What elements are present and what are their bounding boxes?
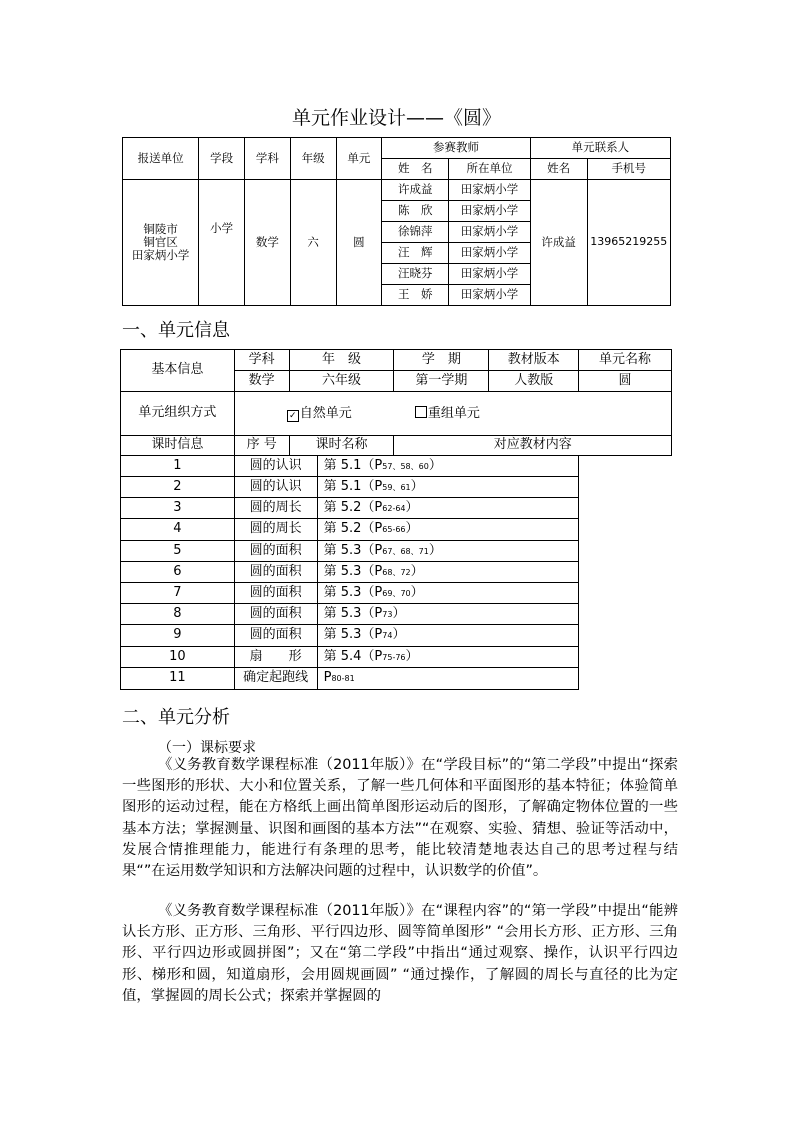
header-teacher-name: 姓 名 [382, 159, 449, 180]
lesson-name: 圆的周长 [234, 498, 317, 519]
lesson-pages: 75-76 [382, 652, 406, 662]
lesson-row [121, 647, 672, 668]
lesson-rows [121, 456, 672, 690]
lesson-row [121, 604, 672, 625]
lesson-content-close: ） [392, 605, 406, 621]
unit-header: 学 期 [394, 350, 489, 371]
header-teachers: 参赛教师 [382, 138, 530, 159]
unit-value: 数学 [234, 371, 289, 392]
lesson-no: 7 [121, 583, 235, 604]
lesson-content-close: ） [410, 478, 424, 494]
option-label: 重组单元 [427, 405, 480, 421]
teacher-name: 许成益 [382, 180, 449, 201]
lesson-row [121, 477, 672, 498]
lesson-row [121, 625, 672, 647]
lesson-pages: 65-66 [382, 525, 406, 535]
lesson-content [317, 498, 579, 519]
lesson-content-close: ） [405, 499, 419, 515]
unit-info-table [120, 349, 672, 690]
teacher-name: 陈 欣 [382, 201, 449, 222]
checkbox-empty-icon [415, 406, 427, 418]
header-contact-phone: 手机号 [587, 159, 670, 180]
lesson-name: 圆的认识 [234, 456, 317, 477]
lesson-pages: 69、70 [382, 588, 411, 598]
lesson-pages: 67、68、71 [382, 546, 429, 556]
subject-value: 数学 [245, 180, 291, 306]
lesson-no: 8 [121, 604, 235, 625]
grade-value: 六 [290, 180, 336, 306]
lesson-content-text: 第 5.3（P [323, 563, 383, 579]
teacher-school: 田家炳小学 [449, 201, 530, 222]
lesson-name: 圆的认识 [234, 477, 317, 498]
contact-phone-value: 13965219255 [587, 180, 670, 306]
lesson-row [121, 668, 672, 690]
lesson-no: 10 [121, 647, 235, 668]
lesson-content-text: 第 5.3（P [323, 584, 383, 600]
lesson-no: 3 [121, 498, 235, 519]
unit-header: 年 级 [289, 350, 394, 371]
lesson-name: 扇 形 [234, 647, 317, 668]
paragraph: 《义务教育数学课程标准（2011年版）》在“学段目标”的“第二学段”中提出“探索一些图形的形状、大小和位置关系，了解一些几何体和平面图形的基本特征；体验简单图形的运动过程，能在方格纸上画出简单图形运动后的图形，了解确定物体位置的一些基本方法；掌握测量、识图和画图的基本方法”“在观察、实验、猜想、验证等活动中，发展合情推理能力，能进行有条理的思考，能比较清楚地表达自己的思考过程与结果“”在运用数学知识和方法解决问题的过程中，认识数学的价值”。 [122, 757, 678, 880]
lesson-info-label: 课时信息 [121, 436, 235, 456]
option-natural-unit[interactable] [287, 407, 411, 422]
org-method-label: 单元组织方式 [121, 392, 235, 436]
lesson-content-close: ） [410, 563, 424, 579]
teacher-name: 王 娇 [382, 285, 449, 306]
lesson-content-text: 第 5.4（P [323, 648, 383, 664]
lesson-no: 1 [121, 456, 235, 477]
unit-value: 第一学期 [394, 371, 489, 392]
section-heading-unit-info: 一、单元信息 [122, 320, 230, 341]
lesson-content [317, 668, 579, 690]
lesson-content-text: 第 5.3（P [323, 542, 383, 558]
lesson-header-content: 对应教材内容 [394, 436, 672, 456]
lesson-content-close: ） [428, 542, 442, 558]
lesson-row [121, 498, 672, 519]
section-heading-unit-analysis: 二、单元分析 [122, 707, 230, 728]
lesson-content-text: 第 5.2（P [323, 521, 383, 537]
lesson-no: 6 [121, 562, 235, 583]
lesson-content-close: ） [392, 627, 406, 643]
teacher-name: 徐锦萍 [382, 222, 449, 243]
lesson-header-no: 序 号 [234, 436, 289, 456]
lesson-content-text: 第 5.3（P [323, 605, 383, 621]
teacher-school: 田家炳小学 [449, 243, 530, 264]
teacher-school: 田家炳小学 [449, 180, 530, 201]
lesson-content [317, 562, 579, 583]
lesson-no: 4 [121, 519, 235, 541]
lesson-content-text: 第 5.2（P [323, 499, 383, 515]
lesson-no: 9 [121, 625, 235, 647]
lesson-row [121, 456, 672, 477]
header-stage: 学段 [199, 138, 245, 180]
lesson-name: 圆的面积 [234, 583, 317, 604]
report-unit-line: 铜陵市 [143, 221, 178, 236]
lesson-name: 圆的面积 [234, 541, 317, 562]
lesson-pages: 74 [382, 631, 393, 641]
report-unit-line: 田家炳小学 [131, 248, 190, 263]
header-teacher-school: 所在单位 [449, 159, 530, 180]
lesson-content [317, 519, 579, 541]
unit-value: 六年级 [289, 371, 394, 392]
unit-header: 教材版本 [489, 350, 579, 371]
unit-value: 人教版 [489, 371, 579, 392]
page-title: 单元作业设计——《圆》 [291, 107, 501, 129]
lesson-name: 圆的面积 [234, 604, 317, 625]
report-unit-line: 铜官区 [143, 234, 178, 249]
teacher-name: 汪晓芬 [382, 264, 449, 285]
lesson-content [317, 583, 579, 604]
teacher-school: 田家炳小学 [449, 222, 530, 243]
lesson-row [121, 562, 672, 583]
lesson-row [121, 583, 672, 604]
lesson-content [317, 604, 579, 625]
header-contact: 单元联系人 [530, 138, 670, 159]
contact-name-value: 许成益 [530, 180, 587, 306]
lesson-no: 2 [121, 477, 235, 498]
unit-header: 单元名称 [579, 350, 672, 371]
lesson-content-close: ） [410, 584, 424, 600]
header-contact-name: 姓名 [530, 159, 587, 180]
lesson-content-close: ） [428, 457, 442, 473]
lesson-pages: 80-81 [331, 674, 355, 684]
header-unit: 单元 [336, 138, 382, 180]
lesson-content [317, 625, 579, 647]
teacher-school: 田家炳小学 [449, 285, 530, 306]
org-method-options [234, 392, 671, 436]
lesson-pages: 62-64 [382, 503, 406, 513]
lesson-pages: 57、58、60 [382, 461, 429, 471]
lesson-content-text: 第 5.3（P [323, 627, 383, 643]
lesson-no: 11 [121, 668, 235, 690]
lesson-content [317, 477, 579, 498]
option-regrouped-unit[interactable] [415, 406, 480, 422]
teacher-name: 汪 辉 [382, 243, 449, 264]
lesson-name: 确定起跑线 [234, 668, 317, 690]
header-grade: 年级 [290, 138, 336, 180]
lesson-pages: 59、61 [382, 482, 411, 492]
lesson-name: 圆的面积 [234, 625, 317, 647]
lesson-content-close: ） [405, 648, 419, 664]
unit-value: 圆 [336, 180, 382, 306]
lesson-name: 圆的面积 [234, 562, 317, 583]
paragraph: 《义务教育数学课程标准（2011年版）》在“课程内容”的“第一学段”中提出“能辨认长方形、正方形、三角形、平行四边形、圆等简单图形” “会用长方形、正方形、三角形、平行四边形或圆拼图”；又在“第二学段”中指出“通过观察、操作，认识平行四边形、梯形和圆，知道扇形，会用圆规画圆” “通过操作，了解圆的周长与直径的比为定值，掌握圆的周长公式；探索并掌握圆的 [122, 903, 678, 1004]
submission-table [122, 137, 671, 306]
lesson-name: 圆的周长 [234, 519, 317, 541]
basic-info-label: 基本信息 [121, 350, 235, 392]
lesson-content [317, 647, 579, 668]
unit-header: 学科 [234, 350, 289, 371]
lesson-row [121, 519, 672, 541]
lesson-no: 5 [121, 541, 235, 562]
option-label: 自然单元 [299, 405, 352, 421]
lesson-content-close: ） [405, 521, 419, 537]
teacher-school: 田家炳小学 [449, 264, 530, 285]
lesson-content [317, 541, 579, 562]
lesson-content-text: P [323, 670, 332, 686]
lesson-row [121, 541, 672, 562]
lesson-content [317, 456, 579, 477]
lesson-pages: 73 [382, 609, 393, 619]
lesson-pages: 68、72 [382, 567, 411, 577]
subsection-heading: （一）课标要求 [158, 740, 256, 756]
lesson-header-name: 课时名称 [289, 436, 394, 456]
header-subject: 学科 [245, 138, 291, 180]
unit-value: 圆 [579, 371, 672, 392]
lesson-content-text: 第 5.1（P [323, 478, 383, 494]
checkbox-checked-icon: ✓ [287, 410, 299, 422]
lesson-content-text: 第 5.1（P [323, 457, 383, 473]
report-unit-cell [123, 180, 199, 306]
stage-value: 小学 [199, 180, 245, 306]
header-report-unit: 报送单位 [123, 138, 199, 180]
